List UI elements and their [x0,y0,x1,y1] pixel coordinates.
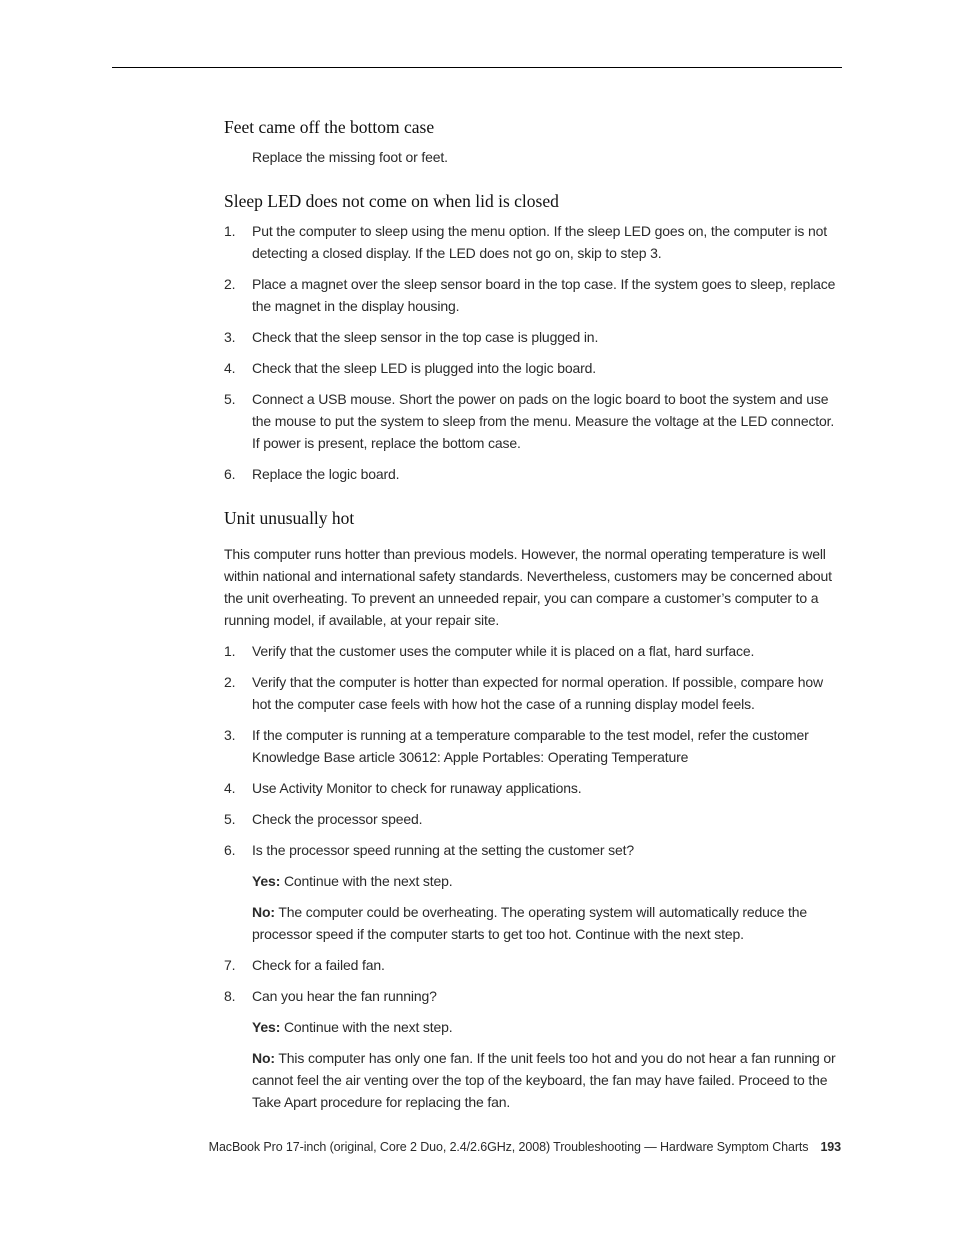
page-number: 193 [820,1140,841,1154]
list-item [224,463,840,485]
step-text: Check the processor speed. [252,811,423,827]
header-rule [112,67,842,68]
step-number: 3. [224,727,236,743]
list-item [224,388,840,454]
list-item [224,640,840,662]
step-number: 5. [224,811,236,827]
feet-text: Replace the missing foot or feet. [252,149,448,165]
list-item [224,357,840,379]
step-number: 4. [224,360,236,376]
step-number: 2. [224,276,236,292]
step-text: Can you hear the fan running? [252,988,437,1004]
section-heading-feet: Feet came off the bottom case [224,117,435,137]
step-text: Is the processor speed running at the setting the customer set? [252,842,634,858]
list-item [224,326,840,348]
yes-text: Continue with the next step. [283,873,453,889]
page-footer [209,1140,841,1154]
list-item [224,273,840,317]
list-item [224,777,840,799]
step6-no [224,901,840,945]
list-item [224,724,840,768]
footer-title: MacBook Pro 17-inch (original, Core 2 Duo, 2.4/2.6GHz, 2008) Troubleshooting — Hardware Symptom Charts [208,1140,809,1154]
yes-label: Yes: [252,1019,281,1035]
page-content [224,114,840,1113]
hot-intro: This computer runs hotter than previous models. However, the normal operating temperature is well within national and international safety standards. Nevertheless, customers may be concerned about the unit overheating. To prevent an unneeded repair, you can compare a customer’s computer to a running model, if available, at your repair site. [224,546,832,628]
step-text: Verify that the computer is hotter than expected for normal operation. If possible, compare how hot the computer case feels with how hot the case of a running display model feels. [252,674,823,712]
step6-yes [224,870,840,892]
step-number: 8. [224,988,236,1004]
no-text: This computer has only one fan. If the unit feels too hot and you do not hear a fan running or cannot feel the air venting over the top of the keyboard, the fan may have failed. Proceed to the Take Apart procedure for replacing the fan. [252,1050,836,1110]
step-text: Check that the sleep LED is plugged into the logic board. [252,360,597,376]
list-item [224,985,840,1007]
step-text: Check for a failed fan. [252,957,385,973]
list-item [224,839,840,861]
sleep-steps [224,220,840,485]
step-text: Verify that the customer uses the computer while it is placed on a flat, hard surface. [252,643,755,659]
step-text: Check that the sleep sensor in the top case is plugged in. [252,329,599,345]
yes-text: Continue with the next step. [283,1019,453,1035]
step-number: 6. [224,466,236,482]
yes-label: Yes: [252,873,281,889]
hot-steps [224,640,840,1113]
no-label: No: [252,904,275,920]
list-item [224,220,840,264]
step-number: 3. [224,329,236,345]
step-number: 6. [224,842,236,858]
step-number: 1. [224,223,236,239]
list-item [224,808,840,830]
step-number: 7. [224,957,236,973]
step-text: Place a magnet over the sleep sensor board in the top case. If the system goes to sleep, replace the magnet in the display housing. [252,276,836,314]
no-label: No: [252,1050,275,1066]
step-text: Use Activity Monitor to check for runaway applications. [252,780,582,796]
list-item [224,954,840,976]
step-text: Connect a USB mouse. Short the power on pads on the logic board to boot the system and use the mouse to put the system to sleep from the menu. Measure the voltage at the LED connector. If power is present, replace the bottom case. [252,391,835,451]
step-number: 5. [224,391,236,407]
step8-no [224,1047,840,1113]
step-text: Replace the logic board. [252,466,400,482]
list-item [224,671,840,715]
step-text: If the computer is running at a temperature comparable to the test model, refer the customer Knowledge Base article 30612: Apple Portables: Operating Temperature [252,727,809,765]
section-heading-sleep: Sleep LED does not come on when lid is closed [224,191,559,211]
step-number: 2. [224,674,236,690]
step-number: 1. [224,643,236,659]
section-heading-hot: Unit unusually hot [224,508,355,528]
no-text: The computer could be overheating. The operating system will automatically reduce the processor speed if the computer starts to get too hot. Continue with the next step. [252,904,807,942]
step8-yes [224,1016,840,1038]
step-number: 4. [224,780,236,796]
step-text: Put the computer to sleep using the menu option. If the sleep LED goes on, the computer is not detecting a closed display. If the LED does not go on, skip to step 3. [252,223,828,261]
